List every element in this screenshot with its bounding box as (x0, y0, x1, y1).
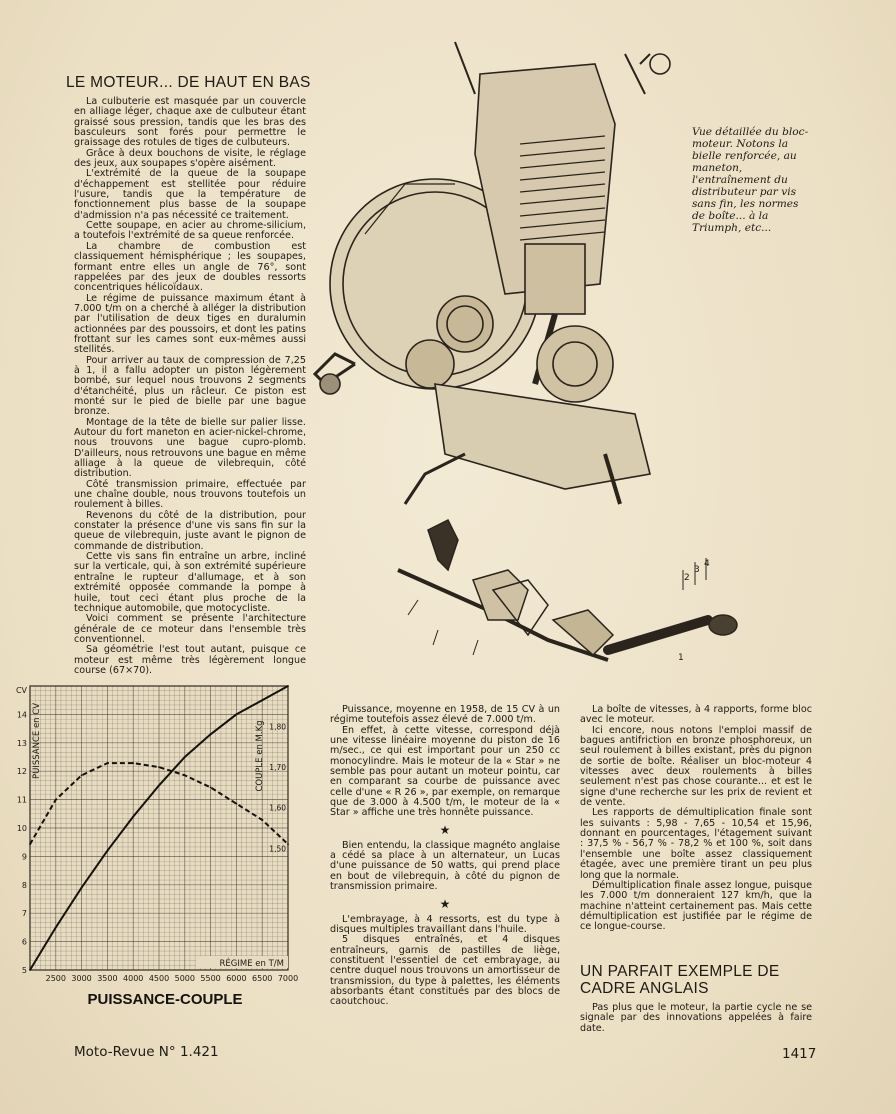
y-right-tick-label: 1,70 (269, 763, 286, 773)
y-right-tick-label: 1,60 (269, 803, 286, 813)
y-left-tick-label: 12 (16, 767, 27, 777)
col1-paragraph: Grâce à deux bouchons de visite, le réglage des jeux, aux soupapes s'opère aisément. (74, 147, 306, 170)
torque-data-point (132, 762, 134, 764)
x-tick-label: 4500 (148, 974, 170, 983)
power-torque-chart (15, 682, 312, 1012)
power-data-point (236, 714, 238, 716)
col1-paragraph: Voici comment se présente l'architecture générale de ce moteur dans l'ensemble très conventionnel. (74, 613, 306, 645)
col1-paragraph: Côté transmission primaire, effectuée par une chaîne double, nous trouvons toutefois un roulement à billes. (74, 478, 306, 511)
col3-paragraph: Ici encore, nous notons l'emploi massif de bagues antifriction en bronze phosphoreux, un seul roulement à billes existant, près du pignon de sortie de boîte. Réaliser un bloc-moteur 4 vitesses avec deux roulements à billes seulement n'est pas chose courante... et est le signe d'une recherche sur les prix de revient et de vente. (580, 724, 812, 809)
y-left-axis-label: PUISSANCE en CV (32, 702, 42, 780)
col2-paragraph: En effet, à cette vitesse, correspond déjà une vitesse linéaire moyenne du piston de 16 m/sec., ce qui est important pour un 250 cc monocylindre. Mais le moteur de la « Star » ne semble pas pour autant un moteur pointu, car en comparant sa courbe de puissance avec celle d'une « R 26 », par exemple, on remarque que de 3.000 à 4.500 t/m, le moteur de la « Star » affiche une très honnête puissance. (330, 724, 560, 819)
footer-magazine-issue: Moto-Revue N° 1.421 (74, 1044, 219, 1060)
y-left-tick-label: 6 (21, 937, 27, 947)
power-data-point (132, 816, 134, 818)
col1-paragraph: Montage de la tête de bielle sur palier lisse. Autour du fort maneton en acier-nickel-chrome, nous trouvons une bague cupro-plomb. D'ailleurs, nous retrouvons une bague en même alliage à la queue de vilebrequin, côté distribution. (74, 416, 306, 480)
power-data-point (210, 733, 212, 735)
x-tick-label: 2500 (45, 974, 66, 983)
y-left-tick-label: 7 (21, 909, 27, 919)
article-column-2 (330, 705, 560, 1008)
col2-paragraph: 5 disques entraînés, et 4 disques entraîneurs, garnis de pastilles de liège, constituent l'essentiel de cet embrayage, au centre duquel nous trouvons un amortisseur de transmission, du type à palettes, les éléments absorbants étant constitués par des blocs de caoutchouc. (330, 934, 560, 1008)
col1-paragraph: La chambre de combustion est classiquement hémisphérique ; les soupapes, formant entre elles un angle de 76°, sont rappelées par des jeux de doubles ressorts concentriques hélicoïdaux. (74, 240, 306, 294)
y-left-tick-label: 5 (21, 966, 27, 975)
article-column-3-continued (580, 1003, 812, 1034)
y-left-tick-label: 8 (21, 880, 27, 890)
power-data-point (287, 685, 289, 687)
illustration-caption: Vue détaillée du bloc-moteur. Notons la bielle renforcée, au maneton, l'entraînement du distributeur par vis sans fin, les normes de boîte... à la Triumph, etc... (692, 126, 809, 234)
gear-label-3: 3 (694, 565, 700, 575)
y-right-axis-label: COUPLE en M.Kg (255, 720, 265, 792)
gear-label-1: 1 (678, 653, 684, 663)
y-right-tick-label: 1,80 (269, 722, 286, 732)
col1-paragraph: Cette soupape, en acier au chrome-silicium, a toutefois l'extrémité de sa queue renforcée. (74, 220, 306, 242)
y-left-tick-label: 11 (16, 795, 27, 805)
torque-data-point (184, 774, 186, 776)
article-column-3 (580, 705, 812, 933)
power-data-point (158, 785, 160, 787)
torque-data-point (158, 766, 160, 768)
x-tick-label: 7000 (277, 974, 299, 983)
section-heading-cadre: UN PARFAIT EXEMPLE DE CADRE ANGLAIS (580, 963, 780, 997)
chart-title: PUISSANCE-COUPLE (87, 991, 243, 1008)
footer-page-number: 1417 (782, 1046, 817, 1062)
y-left-tick-label: CV (15, 686, 27, 695)
article-column-1 (74, 97, 306, 676)
col1-paragraph: Cette vis sans fin entraîne un arbre, incliné sur la verticale, qui, à son extrémité supérieure entraîne le rupteur d'allumage, et à son extrémité opposée commande la pompe à huile, tout ceci étant plus proche de la technique automobile, que motocycliste. (74, 551, 306, 614)
y-left-tick-label: 13 (16, 738, 27, 748)
power-data-point (184, 756, 186, 758)
x-tick-label: 3500 (97, 974, 118, 983)
torque-data-point (55, 799, 57, 801)
section-separator-star: ★ (439, 822, 451, 837)
torque-data-point (261, 819, 263, 821)
col3-paragraph: Démultiplication finale assez longue, puisque les 7.000 t/m donneraient 127 km/h, que la machine n'atteint certainement pas. Mais cette démultiplication est justifiée par le régime de ce longue-course. (580, 879, 812, 933)
y-left-tick-label: 9 (21, 852, 27, 862)
col3b-paragraph: Pas plus que le moteur, la partie cycle ne se signale par des innovations appelées à faire date. (580, 1002, 812, 1034)
x-tick-label: 6000 (226, 974, 247, 983)
torque-data-point (287, 843, 289, 845)
col1-paragraph: Sa géométrie l'est tout autant, puisque ce moteur est même très légèrement longue course (67×70). (74, 644, 306, 676)
col1-paragraph: Revenons du côté de la distribution, pour constater la présence d'une vis sans fin sur la queue de vilebrequin, juste avant le pignon de commande de distribution. (74, 509, 306, 552)
col1-paragraph: Pour arriver au taux de compression de 7,25 à 1, il a fallu adopter un piston légèrement bombé, sur lequel nous trouvons 2 segments d'étanchéité, plus un râcleur. Ce piston est monté sur le pied de bielle par une bague bronze. (74, 354, 306, 418)
power-data-point (55, 927, 57, 929)
col3-paragraph: Les rapports de démultiplication finale sont les suivants : 5,98 - 7,65 - 10,54 et 15,96, donnant en pourcentages, l'étagement suivant : 37,5 % - 56,7 % - 78,2 % et 100 %, soit dans l'ensemble une boîte assez classiquement étagée, avec une première tirant un peu plus long que la normale. (580, 807, 812, 881)
power-data-point (107, 850, 109, 852)
gearbox-selector-illustration (378, 510, 748, 675)
col1-paragraph: La culbuterie est masquée par un couvercle en alliage léger, chaque axe de culbuteur étant graissé sous pression, tandis que les bras des basculeurs sont forés pour permettre le graissage des rotules de tiges de culbuteurs. (74, 96, 306, 149)
col1-paragraph: Le régime de puissance maximum étant à 7.000 t/m on a cherché à alléger la distribution par l'utilisation de deux tiges en duralumin actionnées par des poussoirs, et dont les patins frottant sur les cames sont eux-mêmes aussi stellités. (74, 292, 306, 356)
x-tick-label: 3000 (71, 974, 92, 983)
col3-paragraph: La boîte de vitesses, à 4 rapports, forme bloc avec le moteur. (580, 704, 812, 726)
power-data-point (29, 969, 31, 971)
power-data-point (81, 887, 83, 889)
torque-data-point (107, 762, 109, 764)
col2-paragraph: L'embrayage, à 4 ressorts, est du type à disques multiples travaillant dans l'huile. (330, 913, 560, 935)
torque-data-point (81, 774, 83, 776)
x-tick-label: 4000 (123, 974, 144, 983)
y-right-tick-label: 1,50 (269, 844, 286, 854)
y-left-tick-label: 14 (16, 710, 27, 720)
col1-paragraph: L'extrémité de la queue de la soupape d'échappement est stellitée pour réduire l'usure, tandis que la température de fonctionnement plus basse de la soupape d'admission n'a pas nécessité ce traitement. (74, 168, 306, 221)
gear-label-4: 4 (704, 559, 710, 569)
gear-label-2: 2 (684, 573, 690, 583)
torque-data-point (210, 787, 212, 789)
torque-data-point (236, 803, 238, 805)
torque-data-point (29, 843, 31, 845)
x-tick-label: 6500 (252, 974, 273, 983)
col2-paragraph: Bien entendu, la classique magnéto anglaise a cédé sa place à un alternateur, un Lucas d'une puissance de 50 watts, qui prend place en bout de vilebrequin, à côté du pignon de transmission primaire. (330, 839, 560, 893)
section-separator-star: ★ (439, 896, 451, 911)
power-data-point (261, 699, 263, 701)
x-tick-label: 5500 (200, 974, 221, 983)
section-heading-moteur: LE MOTEUR... DE HAUT EN BAS (66, 74, 311, 91)
x-tick-label: 5000 (174, 974, 195, 983)
x-axis-label: RÉGIME en T/M (219, 959, 284, 969)
engine-cutaway-illustration (305, 34, 695, 504)
y-left-tick-label: 10 (16, 824, 27, 833)
col2-paragraph: Puissance, moyenne en 1958, de 15 CV à un régime toutefois assez élevé de 7.000 t/m. (330, 704, 560, 726)
